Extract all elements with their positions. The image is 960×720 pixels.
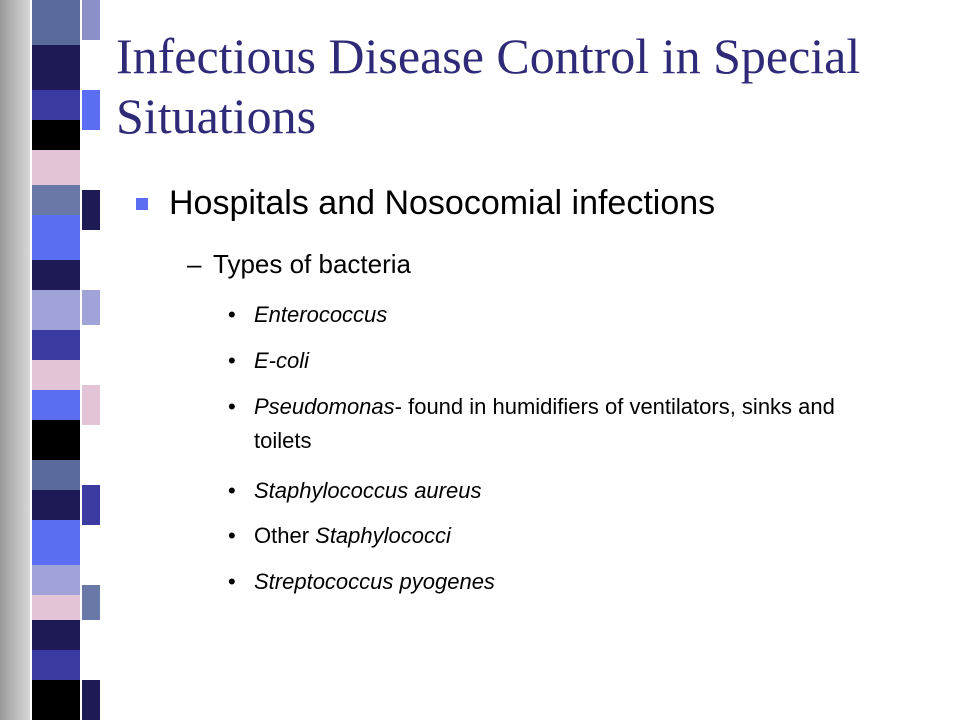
stripe-block [82,0,100,40]
bullet-dot-icon: • [228,302,236,327]
stripe-block [32,520,80,565]
stripe-block [32,260,80,290]
bacteria-name: Staphylococcus aureus [254,478,482,503]
stripe-block [32,565,80,595]
list-item [228,474,854,508]
bullet-dot-icon: • [228,569,236,594]
bullet-dot-icon: • [228,394,236,419]
list-item [228,344,854,378]
level1-text: Hospitals and Nosocomial infections [169,184,716,222]
stripe-block [82,40,100,90]
stripe-block [32,90,80,120]
stripe-block [82,425,100,485]
stripe-block [32,650,80,680]
stripe-block [32,490,80,520]
stripe-block [82,90,100,130]
bacteria-prefix: Other [254,523,316,548]
stripe-block [32,360,80,390]
list-item [228,298,854,332]
stripe-block [82,485,100,525]
stripe-block [32,620,80,650]
stripe-block [82,230,100,290]
stripe-block [32,120,80,150]
stripe-block [82,290,100,325]
list-item [228,565,854,599]
stripe-block [82,585,100,620]
stripe-block [32,45,80,90]
stripe-block [32,420,80,460]
stripe-block [32,330,80,360]
bacteria-name: Staphylococci [315,523,451,548]
slide-title: Infectious Disease Control in Special Situations [116,28,861,144]
stripe-block [82,680,100,720]
stripe-block [32,680,80,720]
stripe-block [82,620,100,680]
stripe-block [82,190,100,230]
list-item [228,519,854,553]
stripe-block [82,525,100,585]
bacteria-note: - found in humidifiers of ventilators, sinks and toilets [254,394,835,453]
decorative-stripe [0,0,110,720]
bullet-dot-icon: • [228,348,236,373]
stripe-block [32,390,80,420]
square-bullet-icon [136,198,148,210]
stripe-block [82,325,100,385]
dash-icon: – [187,249,202,279]
stripe-shadow [0,0,30,720]
level2-bullet [187,249,411,280]
stripe-block [32,290,80,330]
level2-text: Types of bacteria [213,249,411,279]
stripe-block [32,460,80,490]
bacteria-name: E-coli [254,348,310,373]
level1-bullet [136,184,715,223]
stripe-block [32,595,80,620]
stripe-block [32,150,80,185]
stripe-block [32,0,80,45]
stripe-block [32,215,80,260]
list-item [228,390,854,458]
bacteria-name: Enterococcus [254,302,388,327]
bullet-dot-icon: • [228,478,236,503]
stripe-block [82,130,100,190]
stripe-block [32,185,80,215]
stripe-block [82,385,100,425]
bacteria-name: Pseudomonas [254,394,395,419]
bullet-dot-icon: • [228,523,236,548]
bacteria-name: Streptococcus pyogenes [254,569,495,594]
